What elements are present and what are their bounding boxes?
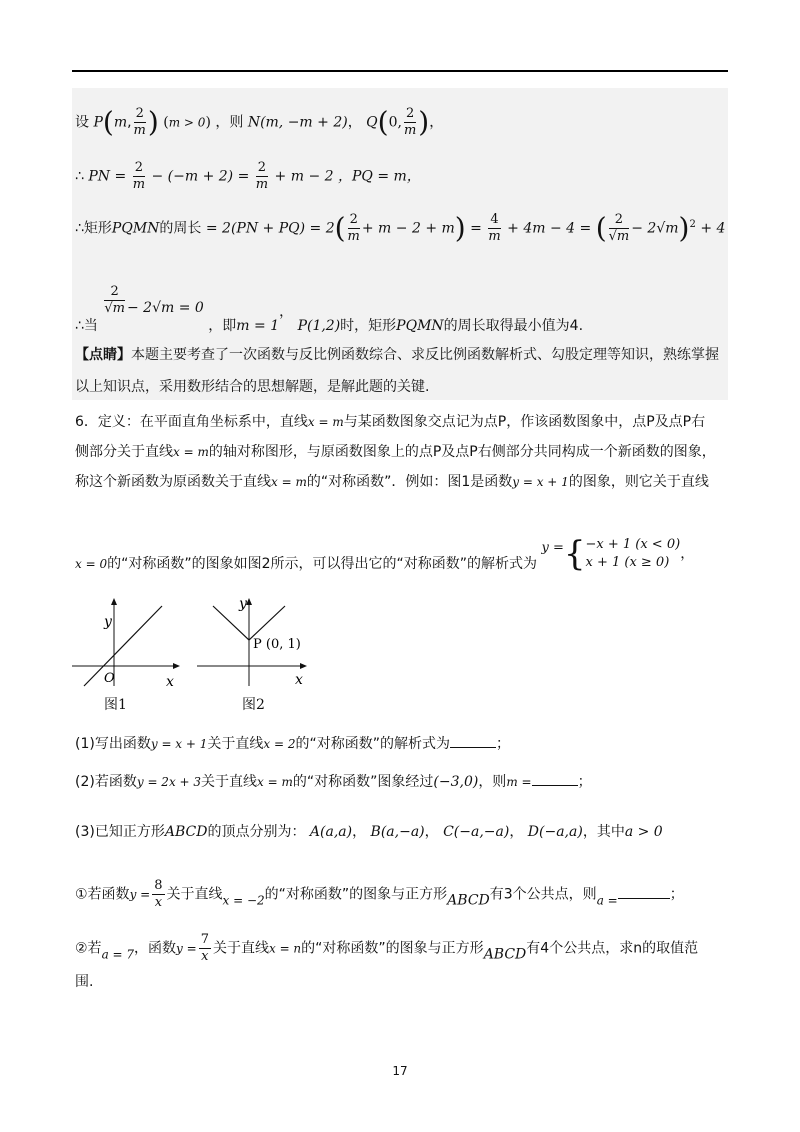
question-3-ii-cont: 围. bbox=[75, 974, 94, 990]
question-1: (1)写出函数y = x + 1关于直线x = 2的“对称函数”的解析式为 ； bbox=[75, 736, 511, 752]
comment-line-2: 以上知识点，采用数形结合的思想解题，是解此题的关键. bbox=[75, 379, 430, 395]
answer-blank[interactable] bbox=[532, 773, 578, 786]
y-label: y bbox=[104, 614, 112, 630]
fraction: $\frac{2}{m}$ bbox=[133, 106, 146, 138]
fraction: $\frac{2}{m}$ bbox=[403, 106, 417, 138]
piecewise-function: y ={−x + 1 (x < 0) x + 1 (x ≥ 0) bbox=[541, 534, 681, 574]
question-3: (3)已知正方形ABCD的顶点分别为： A(a,a)， B(a,−a)， C(−a,−a)， D(−a,a)，其中a > 0 bbox=[75, 824, 663, 840]
math: N(m, −m + 2) bbox=[247, 114, 348, 131]
problem-line-2: 侧部分关于直线x = m的轴对称图形，与原函数图象上的点P及点P右侧部分共同构成一个新函数的图象， bbox=[75, 444, 716, 460]
text: 设 bbox=[75, 114, 89, 131]
figure-2-caption: 图2 bbox=[242, 697, 265, 713]
problem-line-4: x = 0的“对称函数”的图象如图2所示，可以得出它的“对称函数”的解析式为 y ={−x + 1 (x < 0) x + 1 (x ≥ 0)， bbox=[75, 534, 695, 574]
solution-line-1: 设 P(m, $\frac{2}{m}$ ) (m > 0) ，则 N(m, −m + 2)， Q(0, $\frac{2}{m}$ )， bbox=[75, 105, 444, 139]
solution-line-4: ∴当 $\frac{2}{√m}$ − 2√m = 0 ，即m = 1， P(1,2)时，矩形PQMN的周长取得最小值为4. bbox=[75, 284, 584, 334]
y-label: y bbox=[239, 596, 247, 612]
header-rule bbox=[72, 70, 728, 72]
math: Q bbox=[366, 114, 378, 131]
problem-line-3: 称这个新函数为原函数关于直线x = m的“对称函数”．例如：图1是函数y = x + 1的图象，则它关于直线 bbox=[75, 474, 709, 490]
x-axis-arrow-icon bbox=[300, 663, 307, 669]
math: m > 0 bbox=[168, 115, 206, 130]
origin-label: O bbox=[104, 671, 115, 686]
figure-1-caption: 图1 bbox=[104, 697, 127, 713]
comment-line-1: 【点睛】本题主要考查了一次函数与反比例函数综合、求反比例函数解析式、勾股定理等知识，熟练掌握 bbox=[75, 347, 719, 363]
question-2: (2)若函数y = 2x + 3关于直线x = m的“对称函数”图象经过(−3,0)，则m = ； bbox=[75, 774, 592, 790]
x-label: x bbox=[295, 672, 303, 688]
solution-line-2: ∴ PN = $\frac{2}{m}$ − (−m + 2) = $\frac{2}{m}$ + m − 2 ，PQ = m， bbox=[75, 160, 421, 192]
page-number: 17 bbox=[392, 1064, 408, 1078]
question-3-i: ①若函数y = $\frac{8}{x}$ 关于直线x = −2的“对称函数”的图象与正方形ABCD有3个公共点，则a = ； bbox=[75, 878, 684, 910]
figure-1-graph bbox=[70, 594, 185, 689]
x-label: x bbox=[166, 674, 174, 689]
answer-blank[interactable] bbox=[450, 735, 496, 748]
point-p-label: P (0, 1) bbox=[253, 637, 301, 652]
text: ，则 bbox=[215, 114, 244, 131]
y-axis-arrow-icon bbox=[111, 598, 117, 605]
math: P bbox=[93, 114, 103, 131]
x-axis-arrow-icon bbox=[173, 663, 180, 669]
solution-line-3: ∴矩形PQMN的周长 = 2(PN + PQ) = 2( $\frac{2}{m}$ + m − 2 + m) = $\frac{4}{m}$ + 4m − 4 = ( $\frac{2}{√m}$ − 2√m)$^2$ + 4 bbox=[75, 211, 726, 245]
question-3-ii: ②若a = 7，函数y = $\frac{7}{x}$ 关于直线x = n的“对称函数”的图象与正方形ABCD有4个公共点，求n的取值范 bbox=[75, 932, 699, 964]
line-y-x-plus-1 bbox=[84, 606, 162, 686]
problem-line-1: 6．定义：在平面直角坐标系中，直线x = m与某函数图象交点记为点P，作该函数图象中，点P及点P右 bbox=[75, 414, 706, 430]
figure-2-graph bbox=[195, 594, 315, 689]
comment-tag: 【点睛】 bbox=[75, 347, 131, 363]
math: m bbox=[113, 114, 128, 131]
answer-blank[interactable] bbox=[618, 886, 670, 899]
